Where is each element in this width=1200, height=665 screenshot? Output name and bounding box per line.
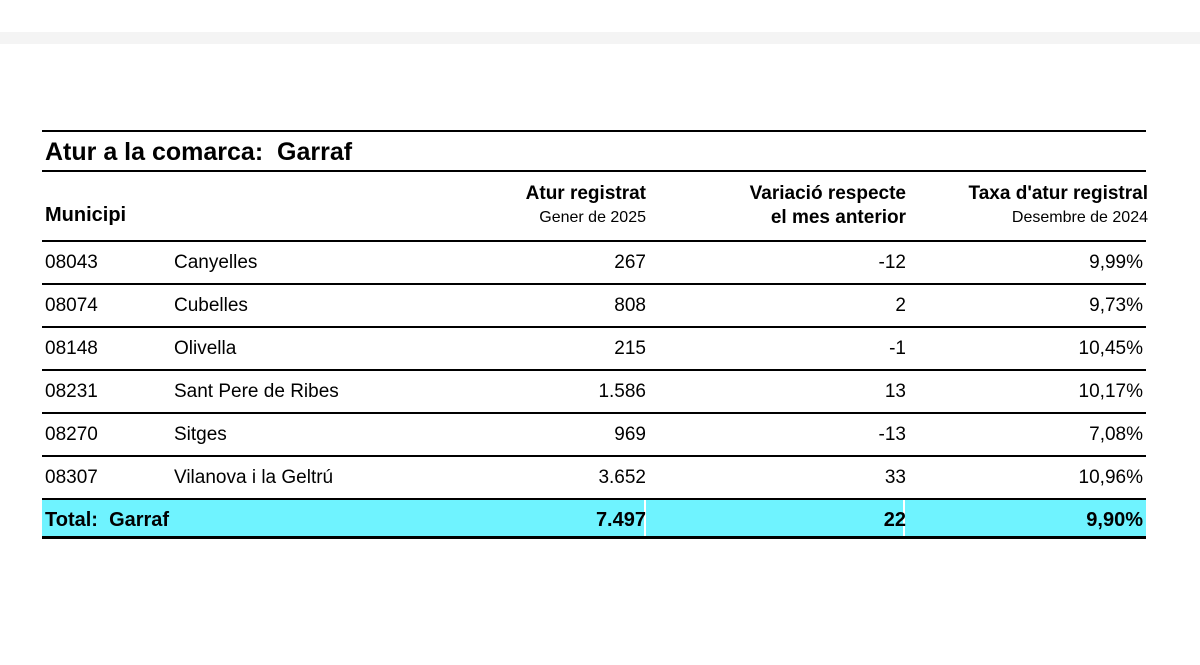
municipi-name: Sitges bbox=[174, 424, 227, 445]
header-atur-registrat bbox=[526, 182, 646, 230]
atur-value: 1.586 bbox=[598, 381, 646, 402]
variacio-value: 33 bbox=[884, 467, 906, 488]
municipi-code: 08074 bbox=[45, 295, 98, 316]
total-taxa-value: 9,90% bbox=[1086, 509, 1143, 531]
taxa-value: 10,17% bbox=[1078, 381, 1143, 402]
total-label: Total: Garraf bbox=[45, 509, 170, 531]
taxa-value: 10,45% bbox=[1078, 338, 1143, 359]
variacio-value: 13 bbox=[884, 381, 906, 402]
browser-top-strip bbox=[0, 0, 1200, 44]
atur-value: 267 bbox=[614, 252, 646, 273]
header-taxa bbox=[969, 182, 1148, 230]
variacio-value: -13 bbox=[878, 424, 906, 445]
municipi-name: Cubelles bbox=[174, 295, 248, 316]
header-variacio-line2: el mes anterior bbox=[770, 207, 906, 228]
header-atur-registrat-period: Gener de 2025 bbox=[539, 209, 646, 226]
variacio-value: -12 bbox=[878, 252, 906, 273]
atur-value: 3.652 bbox=[598, 467, 646, 488]
municipi-code: 08231 bbox=[45, 381, 98, 402]
municipi-code: 08043 bbox=[45, 252, 98, 273]
table-header bbox=[42, 172, 1146, 240]
total-row bbox=[42, 500, 1146, 539]
variacio-value: -1 bbox=[889, 338, 906, 359]
total-atur-value: 7.497 bbox=[595, 509, 646, 531]
report-title: Atur a la comarca: Garraf bbox=[45, 138, 353, 166]
atur-value: 808 bbox=[614, 295, 646, 316]
municipi-name: Vilanova i la Geltrú bbox=[174, 467, 334, 488]
atur-value: 215 bbox=[614, 338, 646, 359]
table-row bbox=[42, 328, 1146, 371]
table-row bbox=[42, 371, 1146, 414]
total-variacio-value: 22 bbox=[883, 509, 906, 531]
header-variacio bbox=[750, 182, 906, 230]
header-taxa-label: Taxa d'atur registral bbox=[968, 183, 1148, 204]
taxa-value: 10,96% bbox=[1078, 467, 1143, 488]
variacio-value: 2 bbox=[895, 295, 906, 316]
atur-value: 969 bbox=[614, 424, 646, 445]
table-row bbox=[42, 457, 1146, 500]
header-taxa-period: Desembre de 2024 bbox=[1011, 209, 1148, 226]
municipi-code: 08148 bbox=[45, 338, 98, 359]
header-atur-registrat-label: Atur registrat bbox=[525, 183, 646, 204]
municipi-name: Sant Pere de Ribes bbox=[174, 381, 339, 402]
municipi-name: Olivella bbox=[174, 338, 237, 359]
top-band bbox=[0, 32, 1200, 44]
taxa-value: 9,73% bbox=[1089, 295, 1143, 316]
table-row bbox=[42, 285, 1146, 328]
taxa-value: 9,99% bbox=[1089, 252, 1143, 273]
taxa-value: 7,08% bbox=[1089, 424, 1143, 445]
unemployment-report bbox=[42, 130, 1146, 539]
municipi-code: 08270 bbox=[45, 424, 98, 445]
table-row bbox=[42, 242, 1146, 285]
header-municipi: Municipi bbox=[45, 204, 127, 226]
municipi-name: Canyelles bbox=[174, 252, 258, 273]
header-variacio-line1: Variació respecte bbox=[749, 183, 906, 204]
municipi-code: 08307 bbox=[45, 467, 98, 488]
table-row bbox=[42, 414, 1146, 457]
